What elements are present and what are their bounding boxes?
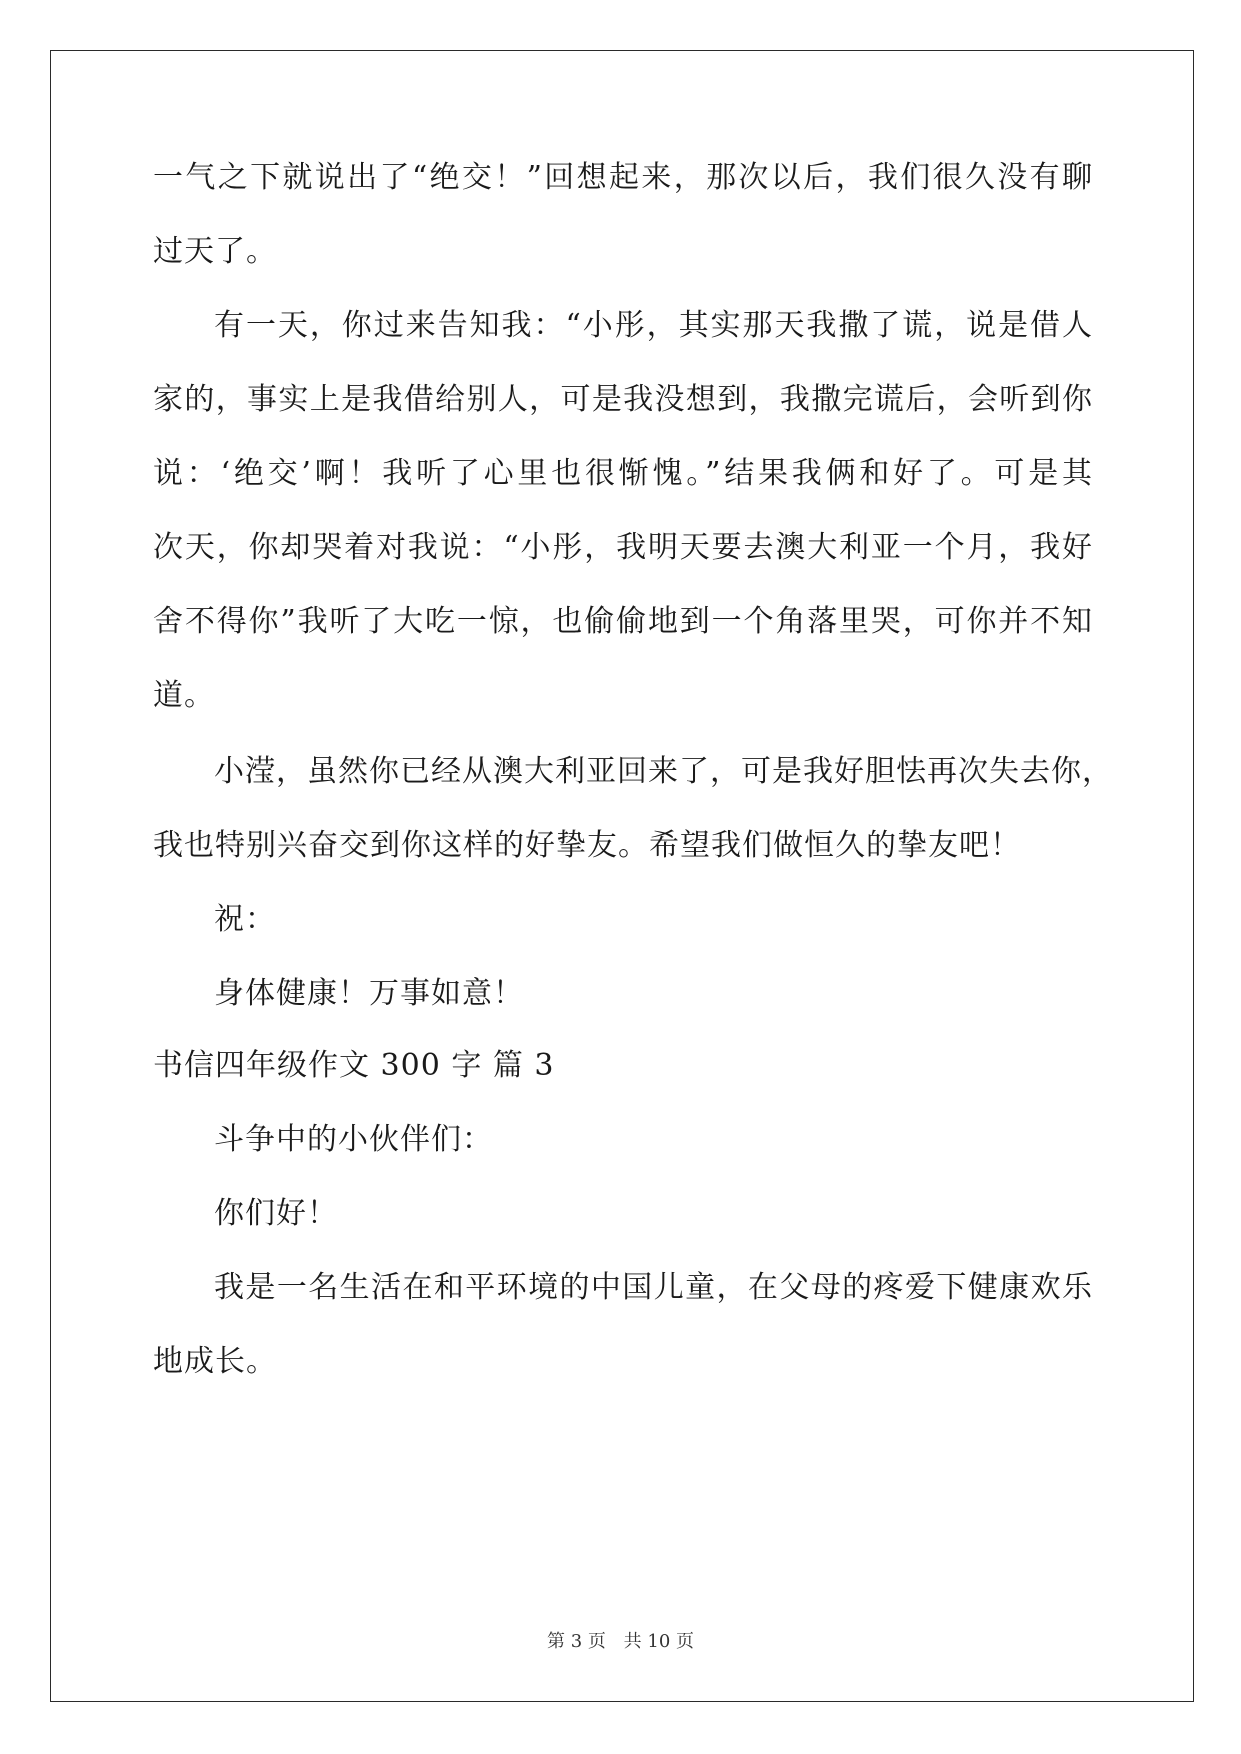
paragraph-start-line: 有一天，你过来告知我：“小彤，其实那天我撒了谎，说是借人 xyxy=(214,308,1093,343)
closing-wish: 身体健康！万事如意！ xyxy=(214,976,524,1011)
letter-greeting: 你们好！ xyxy=(214,1196,338,1231)
text-line: 一气之下就说出了“绝交！”回想起来，那次以后，我们很久没有聊 xyxy=(153,160,1093,195)
page-total: 共 10 页 xyxy=(623,1631,694,1652)
closing-salutation: 祝： xyxy=(214,902,276,937)
text-line: 说：‘绝交’啊！我听了心里也很惭愧。”结果我俩和好了。可是其 xyxy=(153,456,1093,491)
text-line: 我也特别兴奋交到你这样的好挚友。希望我们做恒久的挚友吧！ xyxy=(153,828,1021,863)
paragraph-start-line: 小滢，虽然你已经从澳大利亚回来了，可是我好胆怯再次失去你， xyxy=(214,754,1113,789)
section-heading: 书信四年级作文 300 字 篇 3 xyxy=(153,1048,555,1083)
text-line: 家的，事实上是我借给别人，可是我没想到，我撒完谎后，会听到你 xyxy=(153,382,1093,417)
text-line: 过天了。 xyxy=(153,234,277,269)
text-line: 道。 xyxy=(153,678,215,713)
text-line: 舍不得你”我听了大吃一惊，也偷偷地到一个角落里哭，可你并不知 xyxy=(153,604,1093,639)
letter-greeting: 斗争中的小伙伴们： xyxy=(214,1122,493,1157)
text-line: 次天，你却哭着对我说：“小彤，我明天要去澳大利亚一个月，我好 xyxy=(153,530,1093,565)
page-border xyxy=(50,50,1194,1702)
page-footer xyxy=(0,1627,1241,1653)
page-number: 第 3 页 xyxy=(547,1631,606,1652)
paragraph-start-line: 我是一名生活在和平环境的中国儿童，在父母的疼爱下健康欢乐 xyxy=(214,1270,1093,1305)
text-line: 地成长。 xyxy=(153,1344,277,1379)
